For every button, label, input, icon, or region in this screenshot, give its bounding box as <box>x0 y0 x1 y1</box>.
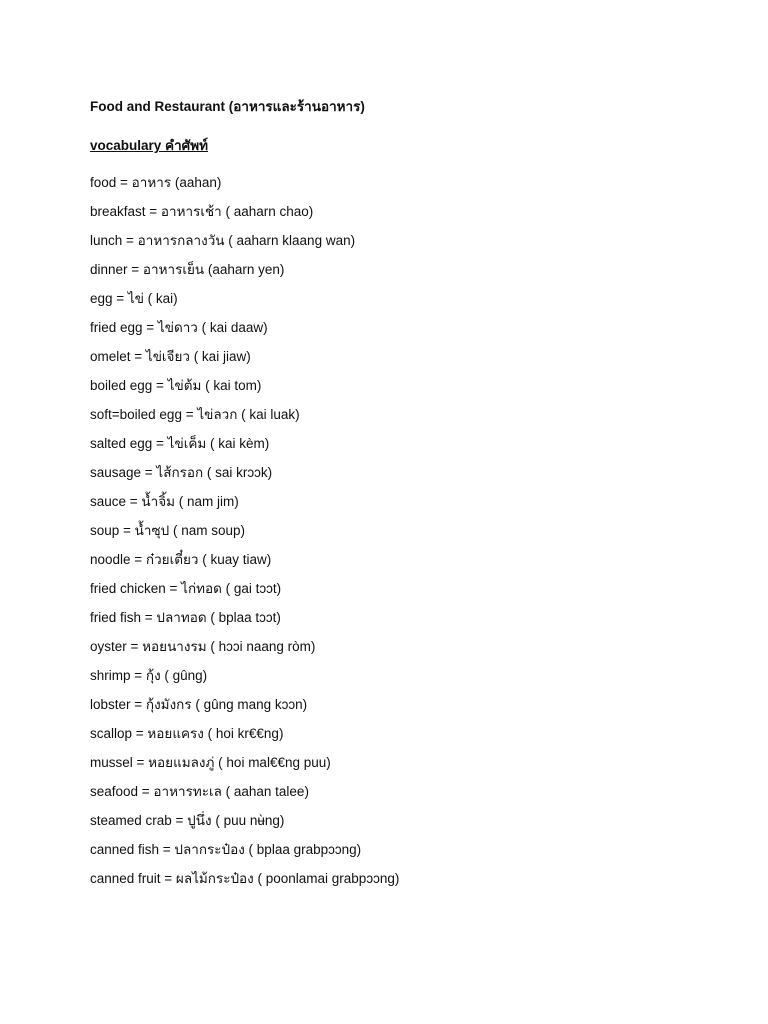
vocabulary-entry: salted egg = ไข่เค็ม ( kai kèm) <box>90 436 270 451</box>
vocabulary-entry: food = อาหาร (aahan) <box>90 175 222 190</box>
document-title: Food and Restaurant (อาหารและร้านอาหาร) <box>90 99 365 114</box>
vocabulary-entry: lobster = กุ้งมังกร ( gûng mang kɔɔn) <box>90 697 308 712</box>
vocabulary-entry: steamed crab = ปูนึ่ง ( puu nʉ̀ng) <box>90 813 285 828</box>
vocabulary-heading: vocabulary คำศัพท์ <box>90 138 209 153</box>
vocabulary-entry: noodle = ก๋วยเตี๋ยว ( kuay tiaw) <box>90 552 272 567</box>
vocabulary-list <box>90 174 399 899</box>
vocabulary-entry: fried fish = ปลาทอด ( bplaa tɔɔt) <box>90 610 281 625</box>
vocabulary-entry: scallop = หอยแครง ( hoi kr€€ng) <box>90 726 284 741</box>
vocabulary-entry: omelet = ไข่เจียว ( kai jiaw) <box>90 349 251 364</box>
vocabulary-entry: boiled egg = ไข่ต้ม ( kai tom) <box>90 378 262 393</box>
vocabulary-entry: oyster = หอยนางรม ( hɔɔi naang ròm) <box>90 639 316 654</box>
vocabulary-entry: soup = น้ำซุป ( nam soup) <box>90 523 245 538</box>
vocabulary-entry: canned fish = ปลากระป๋อง ( bplaa grabpɔɔng) <box>90 842 362 857</box>
vocabulary-entry: breakfast = อาหารเช้า ( aaharn chao) <box>90 204 314 219</box>
vocabulary-entry: egg = ไข่ ( kai) <box>90 291 178 306</box>
vocabulary-entry: fried chicken = ไก่ทอด ( gai tɔɔt) <box>90 581 282 596</box>
vocabulary-entry: mussel = หอยแมลงภู่ ( hoi mal€€ng puu) <box>90 755 331 770</box>
vocabulary-entry: lunch = อาหารกลางวัน ( aaharn klaang wan) <box>90 233 356 248</box>
vocabulary-entry: dinner = อาหารเย็น (aaharn yen) <box>90 262 285 277</box>
vocabulary-entry: sausage = ไส้กรอก ( sai krɔɔk) <box>90 465 273 480</box>
vocabulary-entry: seafood = อาหารทะเล ( aahan talee) <box>90 784 309 799</box>
vocabulary-entry: soft=boiled egg = ไข่ลวก ( kai luak) <box>90 407 300 422</box>
vocabulary-entry: shrimp = กุ้ง ( gûng) <box>90 668 208 683</box>
vocabulary-entry: sauce = น้ำจิ้ม ( nam jim) <box>90 494 239 509</box>
vocabulary-entry: canned fruit = ผลไม้กระป๋อง ( poonlamai grabpɔɔng) <box>90 871 400 886</box>
vocabulary-entry: fried egg = ไข่ดาว ( kai daaw) <box>90 320 268 335</box>
